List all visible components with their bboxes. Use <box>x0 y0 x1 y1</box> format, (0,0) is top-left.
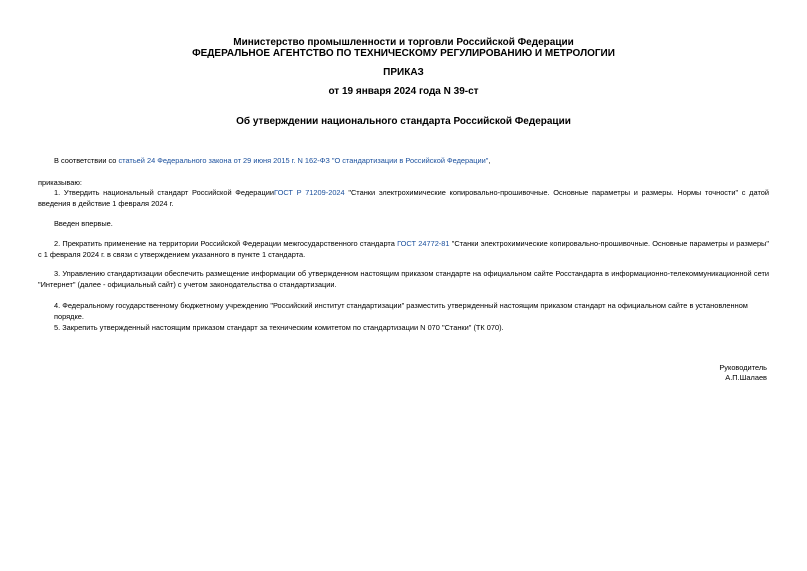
p2-suffix: "Станки электрохимические копировально-прошивочные. Основные параметры и размеры" с 1 февраля 2024 г. в связи с утверждением указанного в пункте 1 стандарта. <box>38 239 769 259</box>
paragraph-4: 4. Федеральному государственному бюджетному учреждению "Российский институт стандартизации" разместить утвержденный настоящим приказом стандарт на официальном сайте в установленном порядке. <box>54 301 748 321</box>
intro-paragraph <box>54 155 769 166</box>
law-article-link[interactable]: статьей 24 Федерального закона от 29 июня 2015 г. N 162-ФЗ "О стандартизации в Российской Федерации" <box>118 156 489 165</box>
p1-prefix: 1. Утвердить национальный стандарт Российской Федерации <box>54 188 274 197</box>
signature-name: А.П.Шалаев <box>725 373 767 382</box>
order-word: приказываю: <box>38 178 82 187</box>
ministry-name: Министерство промышленности и торговли Российской Федерации <box>233 37 574 48</box>
document-title: Об утверждении национального стандарта Российской Федерации <box>236 116 571 127</box>
paragraph-3: 3. Управлению стандартизации обеспечить размещение информации об утвержденном настоящим приказом стандарте на официальном сайте Росстандарта в информационно-телекоммуникационной сети "Интернет" (далее - официальный сайт) с учетом законодательства о стандартизации. <box>38 269 769 289</box>
paragraph-5: 5. Закрепить утвержденный настоящим приказом стандарт за техническим комитетом по стандартизации N 070 "Станки" (ТК 070). <box>54 323 504 332</box>
paragraph-1-note: Введен впервые. <box>54 219 113 228</box>
agency-name: ФЕДЕРАЛЬНОЕ АГЕНТСТВО ПО ТЕХНИЧЕСКОМУ РЕГУЛИРОВАНИЮ И МЕТРОЛОГИИ <box>192 48 615 59</box>
paragraph-1 <box>38 187 769 209</box>
document-date-number: от 19 января 2024 года N 39-ст <box>328 86 479 97</box>
intro-prefix: В соответствии со <box>54 156 119 165</box>
p2-prefix: 2. Прекратить применение на территории Российской Федерации межгосударственного стандарта <box>54 239 398 248</box>
intro-suffix: , <box>488 156 491 165</box>
document-type: ПРИКАЗ <box>383 67 424 78</box>
paragraph-2 <box>38 238 769 260</box>
gost-24772-link[interactable]: ГОСТ 24772-81 <box>397 239 450 248</box>
gost-r-71209-link[interactable]: ГОСТ Р 71209-2024 <box>273 188 345 197</box>
signature-position: Руководитель <box>719 363 767 372</box>
p1-suffix: "Станки электрохимические копировально-прошивочные. Основные параметры и размеры. Нормы точности" с датой введения в действие 1 февраля 2024 г. <box>38 188 769 208</box>
